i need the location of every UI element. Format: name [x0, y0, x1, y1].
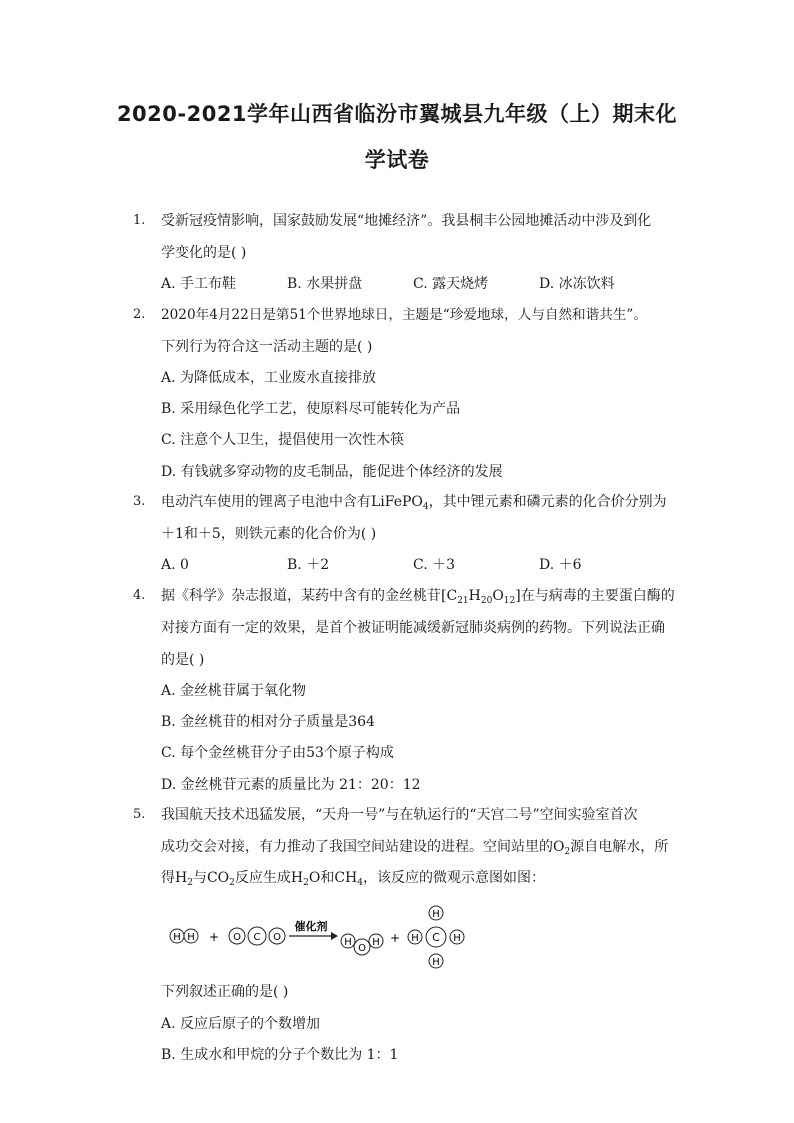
- atom-label: H: [187, 932, 195, 943]
- atom-label: H: [432, 909, 440, 920]
- question-stem: 学变化的是( ): [161, 245, 247, 261]
- stem-text: H: [468, 588, 481, 604]
- subscript: 2: [564, 847, 571, 857]
- subscript: 2: [187, 878, 193, 888]
- subscript: 20: [480, 596, 493, 606]
- option-b: B. 采用绿色化学工艺，使原料尽可能转化为产品: [161, 401, 461, 417]
- question-stem: 对接方面有一定的效果，是首个被证明能减缓新冠肺炎病例的药物。下列说法正确: [161, 620, 665, 636]
- option-d: D. ＋6: [539, 557, 582, 573]
- co2-molecule: [229, 927, 285, 945]
- h2o-molecule: [341, 934, 383, 955]
- subscript: 4: [422, 502, 429, 512]
- option-a: A. 金丝桃苷属于氧化物: [161, 683, 307, 699]
- option-b: B. 水果拼盘: [287, 276, 363, 292]
- atom-label: H: [453, 933, 461, 944]
- option-d: D. 有钱就多穿动物的皮毛制品，能促进个体经济的发展: [161, 464, 503, 480]
- option-c: C. 注意个人卫生，提倡使用一次性木筷: [161, 432, 405, 448]
- stem-text: ，该反应的微观示意图如图：: [362, 870, 545, 886]
- reaction-arrow: [289, 919, 338, 940]
- atom-label: O: [273, 932, 281, 943]
- atom-label: H: [344, 937, 352, 948]
- reaction-diagram: [164, 904, 474, 970]
- option-c: C. ＋3: [413, 557, 456, 573]
- option-d: D. 金丝桃苷元素的质量比为 21：20：12: [161, 777, 421, 793]
- atom-label: H: [432, 957, 440, 968]
- option-a: A. 手工布鞋: [161, 276, 237, 292]
- question-number: 4.: [133, 588, 146, 603]
- subscript: 12: [503, 596, 516, 606]
- subscript: 2: [229, 878, 235, 888]
- stem-text: 源自电解水，所: [570, 839, 669, 855]
- atom-label: C: [432, 931, 440, 944]
- option-c: C. 露天烧烤: [413, 276, 489, 292]
- stem-text: O: [492, 588, 504, 604]
- stem-text: 得H: [161, 870, 188, 886]
- question-stem: [161, 837, 668, 857]
- atom-label: H: [173, 932, 181, 943]
- question-stem: 受新冠疫情影响，国家鼓励发展“地摊经济”。我县桐丰公园地摊活动中涉及到化: [161, 213, 652, 229]
- atom-label: C: [253, 932, 261, 943]
- question-stem: 2020年4月22日是第51个世界地球日，主题是“珍爱地球，人与自然和谐共生”。: [161, 307, 647, 323]
- question-stem: 的是( ): [161, 652, 205, 668]
- option-d: D. 冰冻饮料: [539, 276, 615, 292]
- option-a: A. 反应后原子的个数增加: [161, 1016, 321, 1032]
- option-b: B. ＋2: [287, 557, 330, 573]
- question-stem: 下列叙述正确的是( ): [161, 984, 289, 1000]
- ch4-molecule: [408, 906, 464, 968]
- catalyst-label: 催化剂: [294, 920, 328, 933]
- option-c: C. 每个金丝桃苷分子由53个原子构成: [161, 745, 394, 761]
- stem-text: ，其中锂元素和磷元素的化合价分别为: [428, 494, 667, 510]
- subscript: 4: [357, 878, 363, 888]
- plus-sign: +: [389, 931, 401, 945]
- question-stem: [161, 492, 667, 512]
- question-number: 2.: [133, 307, 146, 322]
- stem-text: 据《科学》杂志报道，某药中含有的金丝桃苷[C: [161, 588, 458, 604]
- stem-text: 反应生成H: [234, 870, 304, 886]
- subscript: 2: [303, 878, 309, 888]
- question-stem: ＋1和＋5，则铁元素的化合价为( ): [161, 526, 377, 542]
- page-title-line1: 2020-2021学年山西省临汾市翼城县九年级（上）期末化: [116, 102, 678, 126]
- option-a: A. 0: [161, 557, 189, 573]
- stem-text: ]在与病毒的主要蛋白酶的: [515, 588, 675, 604]
- option-b: B. 金丝桃苷的相对分子质量是364: [161, 714, 375, 730]
- plus-sign: +: [208, 930, 220, 944]
- atom-label: H: [411, 933, 419, 944]
- question-stem: [161, 586, 675, 606]
- option-b: B. 生成水和甲烷的分子个数比为 1：1: [161, 1047, 399, 1063]
- question-number: 3.: [133, 494, 146, 509]
- stem-text: 成功交会对接，有力推动了我国空间站建设的进程。空间站里的O: [161, 839, 565, 855]
- atom-label: O: [233, 932, 241, 943]
- question-stem: 下列行为符合这一活动主题的是( ): [161, 339, 373, 355]
- option-a: A. 为降低成本，工业废水直接排放: [161, 370, 377, 386]
- h2-molecule: [170, 929, 198, 943]
- subscript: 21: [457, 596, 469, 606]
- question-stem: 我国航天技术迅猛发展，“天舟一号”与在轨运行的“天宫二号”空间实验室首次: [161, 807, 638, 823]
- stem-text: O和CH: [308, 870, 358, 886]
- question-number: 5.: [133, 807, 146, 822]
- question-stem: [161, 868, 545, 888]
- atom-label: H: [372, 937, 380, 948]
- stem-text: 与CO: [192, 870, 230, 886]
- stem-text: 电动汽车使用的锂离子电池中含有LiFePO: [161, 494, 423, 510]
- question-number: 1.: [133, 213, 146, 228]
- atom-label: O: [358, 943, 366, 954]
- page-title-line2: 学试卷: [364, 148, 430, 172]
